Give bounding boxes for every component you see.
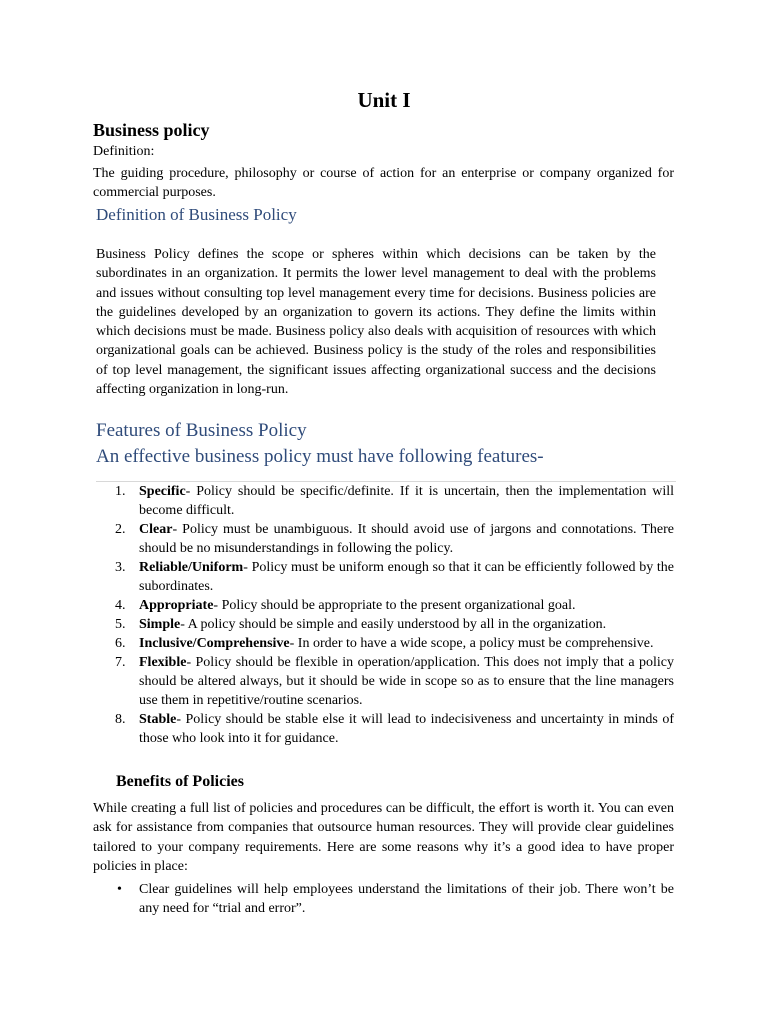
feature-term: Simple <box>139 617 181 632</box>
feature-text: - In order to have a wide scope, a policy must be comprehensive. <box>289 636 654 651</box>
benefits-list <box>93 880 674 918</box>
feature-text: - Policy should be appropriate to the present organizational goal. <box>213 598 576 613</box>
feature-item <box>93 615 674 634</box>
benefits-text: While creating a full list of policies and procedures can be difficult, the effort is worth it. You can even ask for assistance from companies that outsource human resources. They will provide clear guidelines tailored to your company requirements. Here are some reasons why it’s a good idea to have proper policies in place: <box>93 801 674 874</box>
features-heading: Features of Business Policy <box>96 420 307 441</box>
feature-term: Stable <box>139 712 177 727</box>
list-item <box>93 880 674 918</box>
feature-number: 6. <box>115 636 126 651</box>
definition-text: The guiding procedure, philosophy or course of action for an enterprise or company organized for commercial purposes. <box>93 166 674 200</box>
definition-label: Definition: <box>93 144 155 159</box>
unit-title: Unit I <box>357 88 411 112</box>
feature-term: Specific <box>139 484 186 499</box>
feature-item <box>93 596 674 615</box>
feature-item <box>93 653 674 710</box>
features-subheading: An effective business policy must have following features- <box>96 446 544 467</box>
feature-text: - A policy should be simple and easily understood by all in the organization. <box>180 617 607 632</box>
feature-number: 1. <box>115 484 126 499</box>
feature-number: 8. <box>115 712 126 727</box>
section-title: Business policy <box>93 120 210 140</box>
definition-heading: Definition of Business Policy <box>96 205 297 224</box>
feature-number: 7. <box>115 655 126 670</box>
feature-text: - Policy must be uniform enough so that it can be efficiently followed by the subordinates. <box>139 560 674 594</box>
feature-number: 3. <box>115 560 126 575</box>
feature-term: Reliable/Uniform <box>139 560 244 575</box>
feature-number: 5. <box>115 617 126 632</box>
feature-number: 4. <box>115 598 126 613</box>
feature-item <box>93 710 674 748</box>
feature-item <box>93 634 674 653</box>
bullet-text: Clear guidelines will help employees understand the limitations of their job. There won’t be any need for “trial and error”. <box>139 882 674 916</box>
feature-text: - Policy should be specific/definite. If it is uncertain, then the implementation will become difficult. <box>139 484 674 518</box>
feature-item <box>93 558 674 596</box>
features-list <box>93 482 674 748</box>
feature-term: Appropriate <box>139 598 214 613</box>
benefits-heading: Benefits of Policies <box>116 773 244 790</box>
bullet-icon: • <box>117 882 122 897</box>
feature-number: 2. <box>115 522 126 537</box>
feature-term: Clear <box>139 522 173 537</box>
feature-term: Flexible <box>139 655 187 670</box>
definition-body: Business Policy defines the scope or spheres within which decisions can be taken by the subordinates in an organization. It permits the lower level management to deal with the problems and issues without consulting top level management every time for decisions. Business policies are the guidelines developed by an organization to govern its actions. They define the limits within which decisions must be made. Business policy also deals with acquisition of resources with which organizational goals can be achieved. Business policy is the study of the roles and responsibilities of top level management, the significant issues affecting organizational success and the decisions affecting organization in long-run. <box>96 247 656 398</box>
feature-text: - Policy should be stable else it will lead to indecisiveness and uncertainty in minds of those who look into it for guidance. <box>139 712 674 746</box>
feature-text: - Policy must be unambiguous. It should avoid use of jargons and connotations. There should be no misunderstandings in following the policy. <box>139 522 674 556</box>
feature-item <box>93 520 674 558</box>
feature-term: Inclusive/Comprehensive <box>139 636 290 651</box>
feature-text: - Policy should be flexible in operation/application. This does not imply that a policy should be altered always, but it should be wide in scope so as to ensure that the line managers use them in repetitive/routine scenarios. <box>139 655 674 708</box>
feature-item <box>93 482 674 520</box>
